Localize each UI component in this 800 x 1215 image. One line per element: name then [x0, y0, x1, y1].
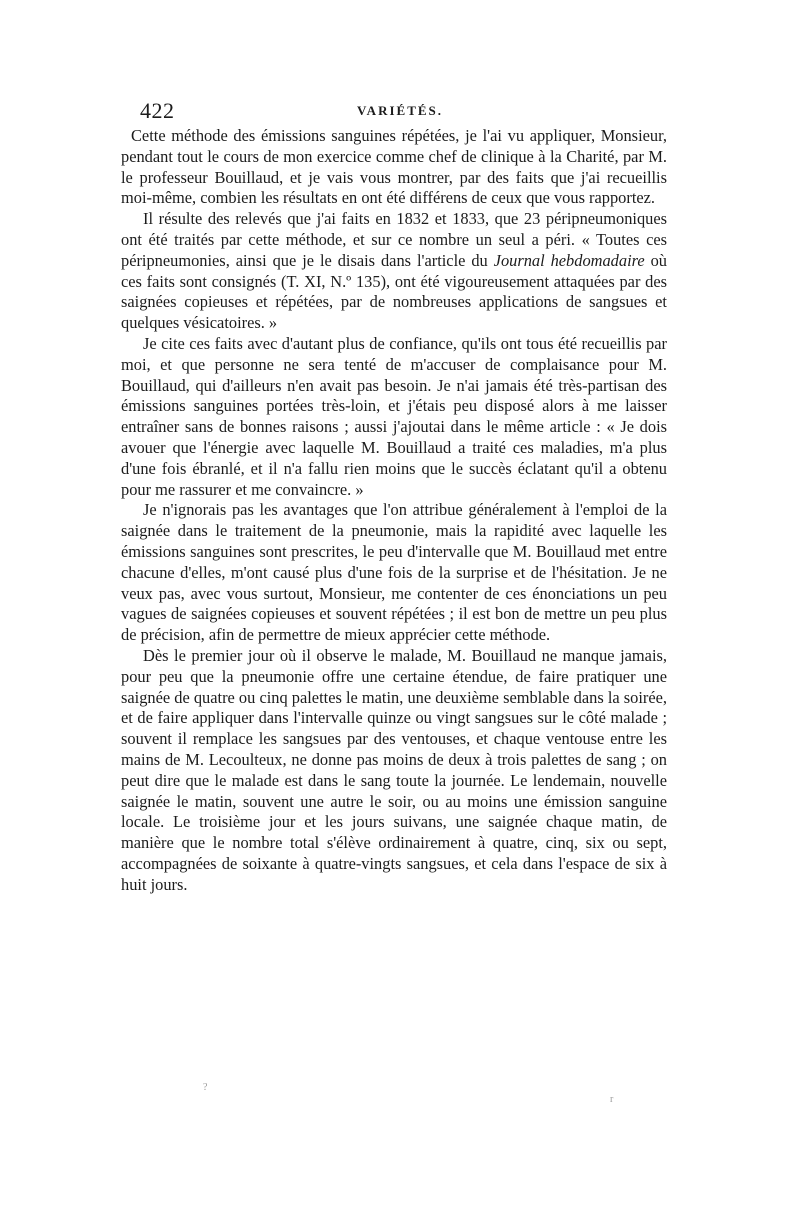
paragraph-5: Dès le premier jour où il observe le malade, M. Bouillaud ne manque jamais, pour peu que la pneumonie offre une certaine étendue, de faire pratiquer une saignée de quatre ou cinq palettes le matin, une deuxième semblable dans la soirée, et de faire appliquer dans l'intervalle quinze ou vingt sangsues sur le côté malade ; souvent il remplace les sangsues par des ventouses, et chaque ventouse entre les mains de M. Lecoulteux, ne donne pas moins de deux à trois palettes de sang ; on peut dire que le malade est dans le sang toute la journée. Le lendemain, nouvelle saignée le matin, souvent une autre le soir, ou au moins une émission sanguine locale. Le troisième jour et les jours suivans, une saignée chaque matin, de manière que le nombre total s'élève ordinairement à quatre, cinq, six ou sept, accompagnées de soixante à quatre-vingts sangsues, et cela dans l'espace de six à huit jours. — [121, 645, 667, 894]
paragraph-2-text-b: où ces faits sont consignés (T. XI, N.º 135), ont été vigoureusement attaquées par des saignées copieuses et répétées, par de nombreuses applications de sangsues et quelques vésicatoires. » — [121, 250, 667, 333]
paragraph-4: Je n'ignorais pas les avantages que l'on attribue généralement à l'emploi de la saignée dans le traitement de la pneumonie, mais la rapidité avec laquelle les émissions sanguines sont prescrites, le peu d'intervalle que M. Bouillaud met entre chacune d'elles, m'ont causé plus d'une fois de la surprise et de l'hésitation. Je ne veux pas, avec vous surtout, Monsieur, me contenter de ces énonciations un peu vagues de saignées copieuses et souvent répétées ; il est bon de mettre un peu plus de précision, afin de permettre de mieux apprécier cette méthode. — [121, 500, 667, 645]
running-head: VARIÉTÉS. — [356, 103, 444, 118]
paragraph-3: Je cite ces faits avec d'autant plus de confiance, qu'ils ont tous été recueillis par moi, et que personne ne sera tenté de m'accuser de complaisance pour M. Bouillaud, qui d'ailleurs n'en avait pas besoin. Je n'ai jamais été très-partisan des émissions sanguines portées très-loin, et j'étais peu disposé alors à me laisser entraîner sans de bonnes raisons ; aussi j'ajoutai dans le même article : « Je dois avouer que l'énergie avec laquelle M. Bouillaud a traité ces maladies, m'a plus d'une fois ébranlé, et il n'a fallu rien moins que le succès éclatant qu'il a obtenu pour me rassurer et me convaincre. » — [121, 333, 667, 499]
page-number: 422 — [140, 98, 175, 123]
corner-ink-mark: r — [610, 1094, 614, 1105]
journal-title: Journal hebdomadaire — [493, 250, 645, 270]
paragraph-2 — [121, 209, 667, 334]
stray-ink-mark: ? — [203, 1082, 208, 1093]
body-text — [121, 126, 667, 895]
paragraph-2-text-a: Il résulte des relevés que j'ai faits en 1832 et 1833, que 23 péripneumoniques ont été traités par cette méthode, et sur ce nombre un seul a péri. « Toutes ces péripneumonies, ainsi que je le disais dans l'article du — [121, 209, 667, 270]
page-header — [140, 98, 662, 122]
paragraph-1: Cette méthode des émissions sanguines répétées, je l'ai vu appliquer, Monsieur, pendant tout le cours de mon exercice comme chef de clinique à la Charité, par M. le professeur Bouillaud, et je vais vous montrer, par des faits que j'ai recueillis moi-même, combien les résultats en ont été différens de ceux que vous rapportez. — [121, 126, 667, 208]
